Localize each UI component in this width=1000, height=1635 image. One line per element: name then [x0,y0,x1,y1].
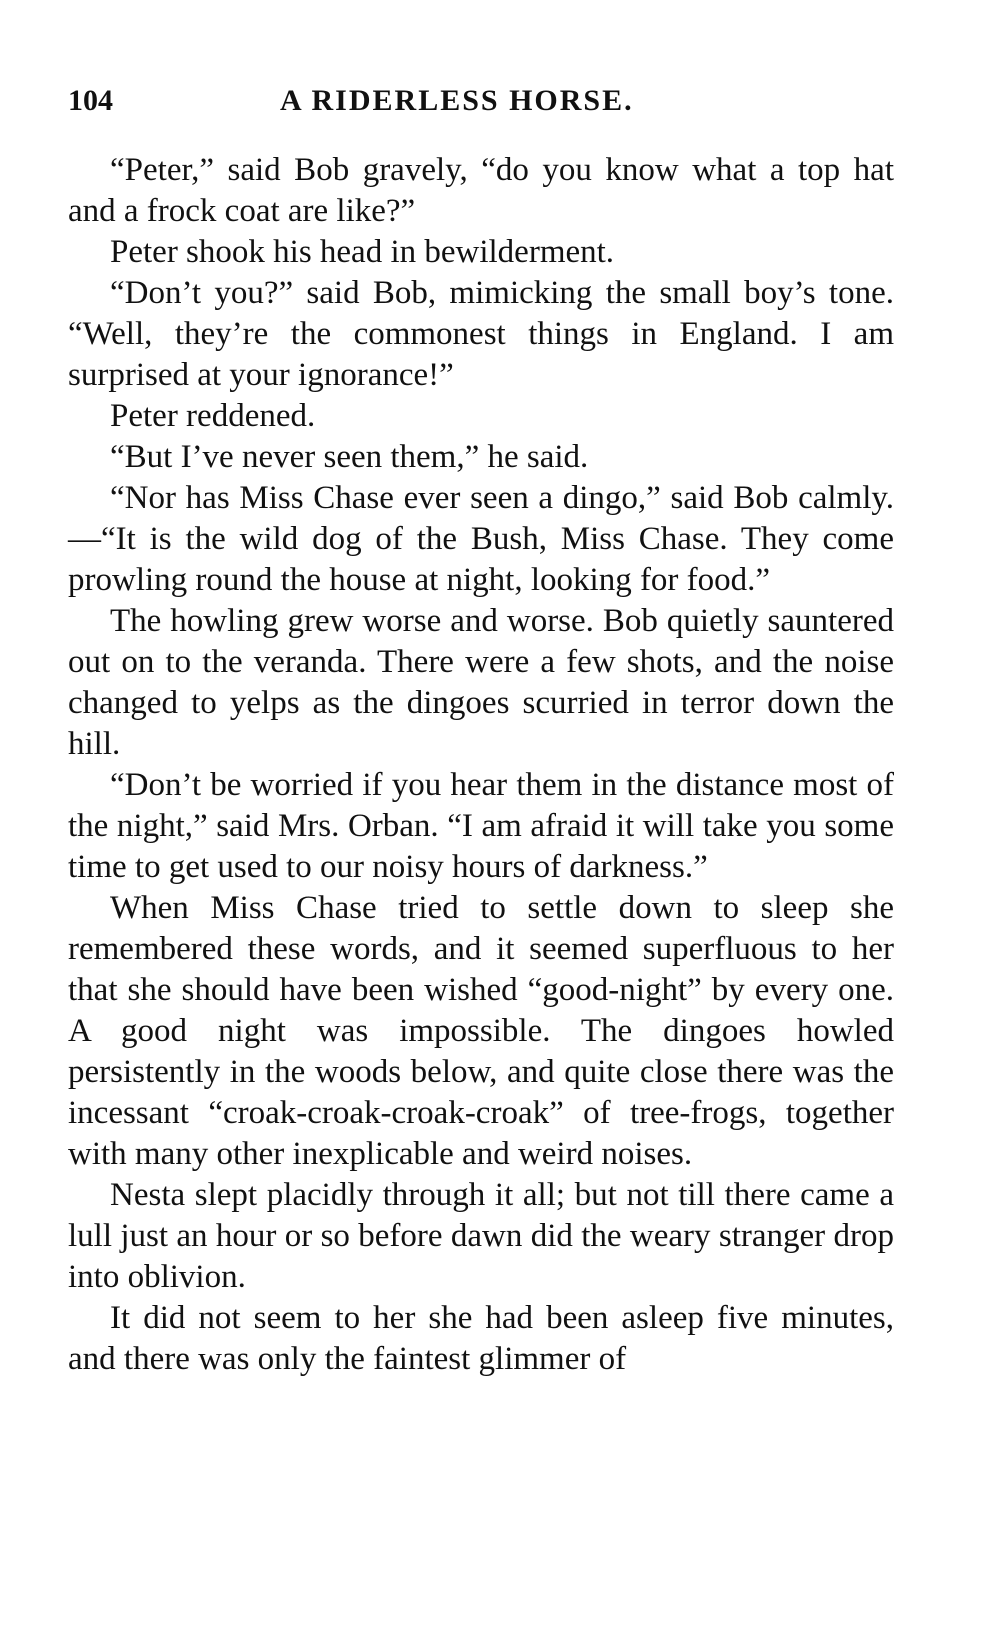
paragraph: “Nor has Miss Chase ever seen a dingo,” said Bob calmly.—“It is the wild dog of the Bush, Miss Chase. They come prowling round the house at night, looking for food.” [68,480,894,598]
paragraph: Nesta slept placidly through it all; but not till there came a lull just an hour or so before dawn did the weary stranger drop into oblivion. [68,1177,894,1295]
body-text [68,150,894,1380]
paragraph: Peter reddened. [110,398,316,434]
paragraph: “Peter,” said Bob gravely, “do you know what a top hat and a frock coat are like?” [68,152,894,229]
paragraph: When Miss Chase tried to settle down to sleep she remembered these words, and it seemed superfluous to her that she should have been wished “good-night” by every one. A good night was impossible. The dingoes howled persistently in the woods below, and quite close there was the incessant “croak-croak-croak-croak” of tree-frogs, together with many other inexplicable and weird noises. [68,890,894,1172]
paragraph: It did not seem to her she had been asleep five minutes, and there was only the faintest glimmer of [68,1300,894,1377]
paragraph: Peter shook his head in bewilderment. [110,234,615,270]
page-number: 104 [68,84,113,117]
paragraph: “Don’t you?” said Bob, mimicking the small boy’s tone. “Well, they’re the commonest things in England. I am surprised at your ignorance!” [68,275,894,393]
paragraph: The howling grew worse and worse. Bob quietly sauntered out on to the veranda. There were a few shots, and the noise changed to yelps as the dingoes scurried in terror down the hill. [68,603,894,762]
book-page [68,84,894,1380]
running-title: A RIDERLESS HORSE. [280,84,634,117]
running-head [68,84,894,132]
paragraph: “Don’t be worried if you hear them in the distance most of the night,” said Mrs. Orban. “I am afraid it will take you some time to get used to our noisy hours of darkness.” [68,767,894,885]
paragraph: “But I’ve never seen them,” he said. [110,439,589,475]
